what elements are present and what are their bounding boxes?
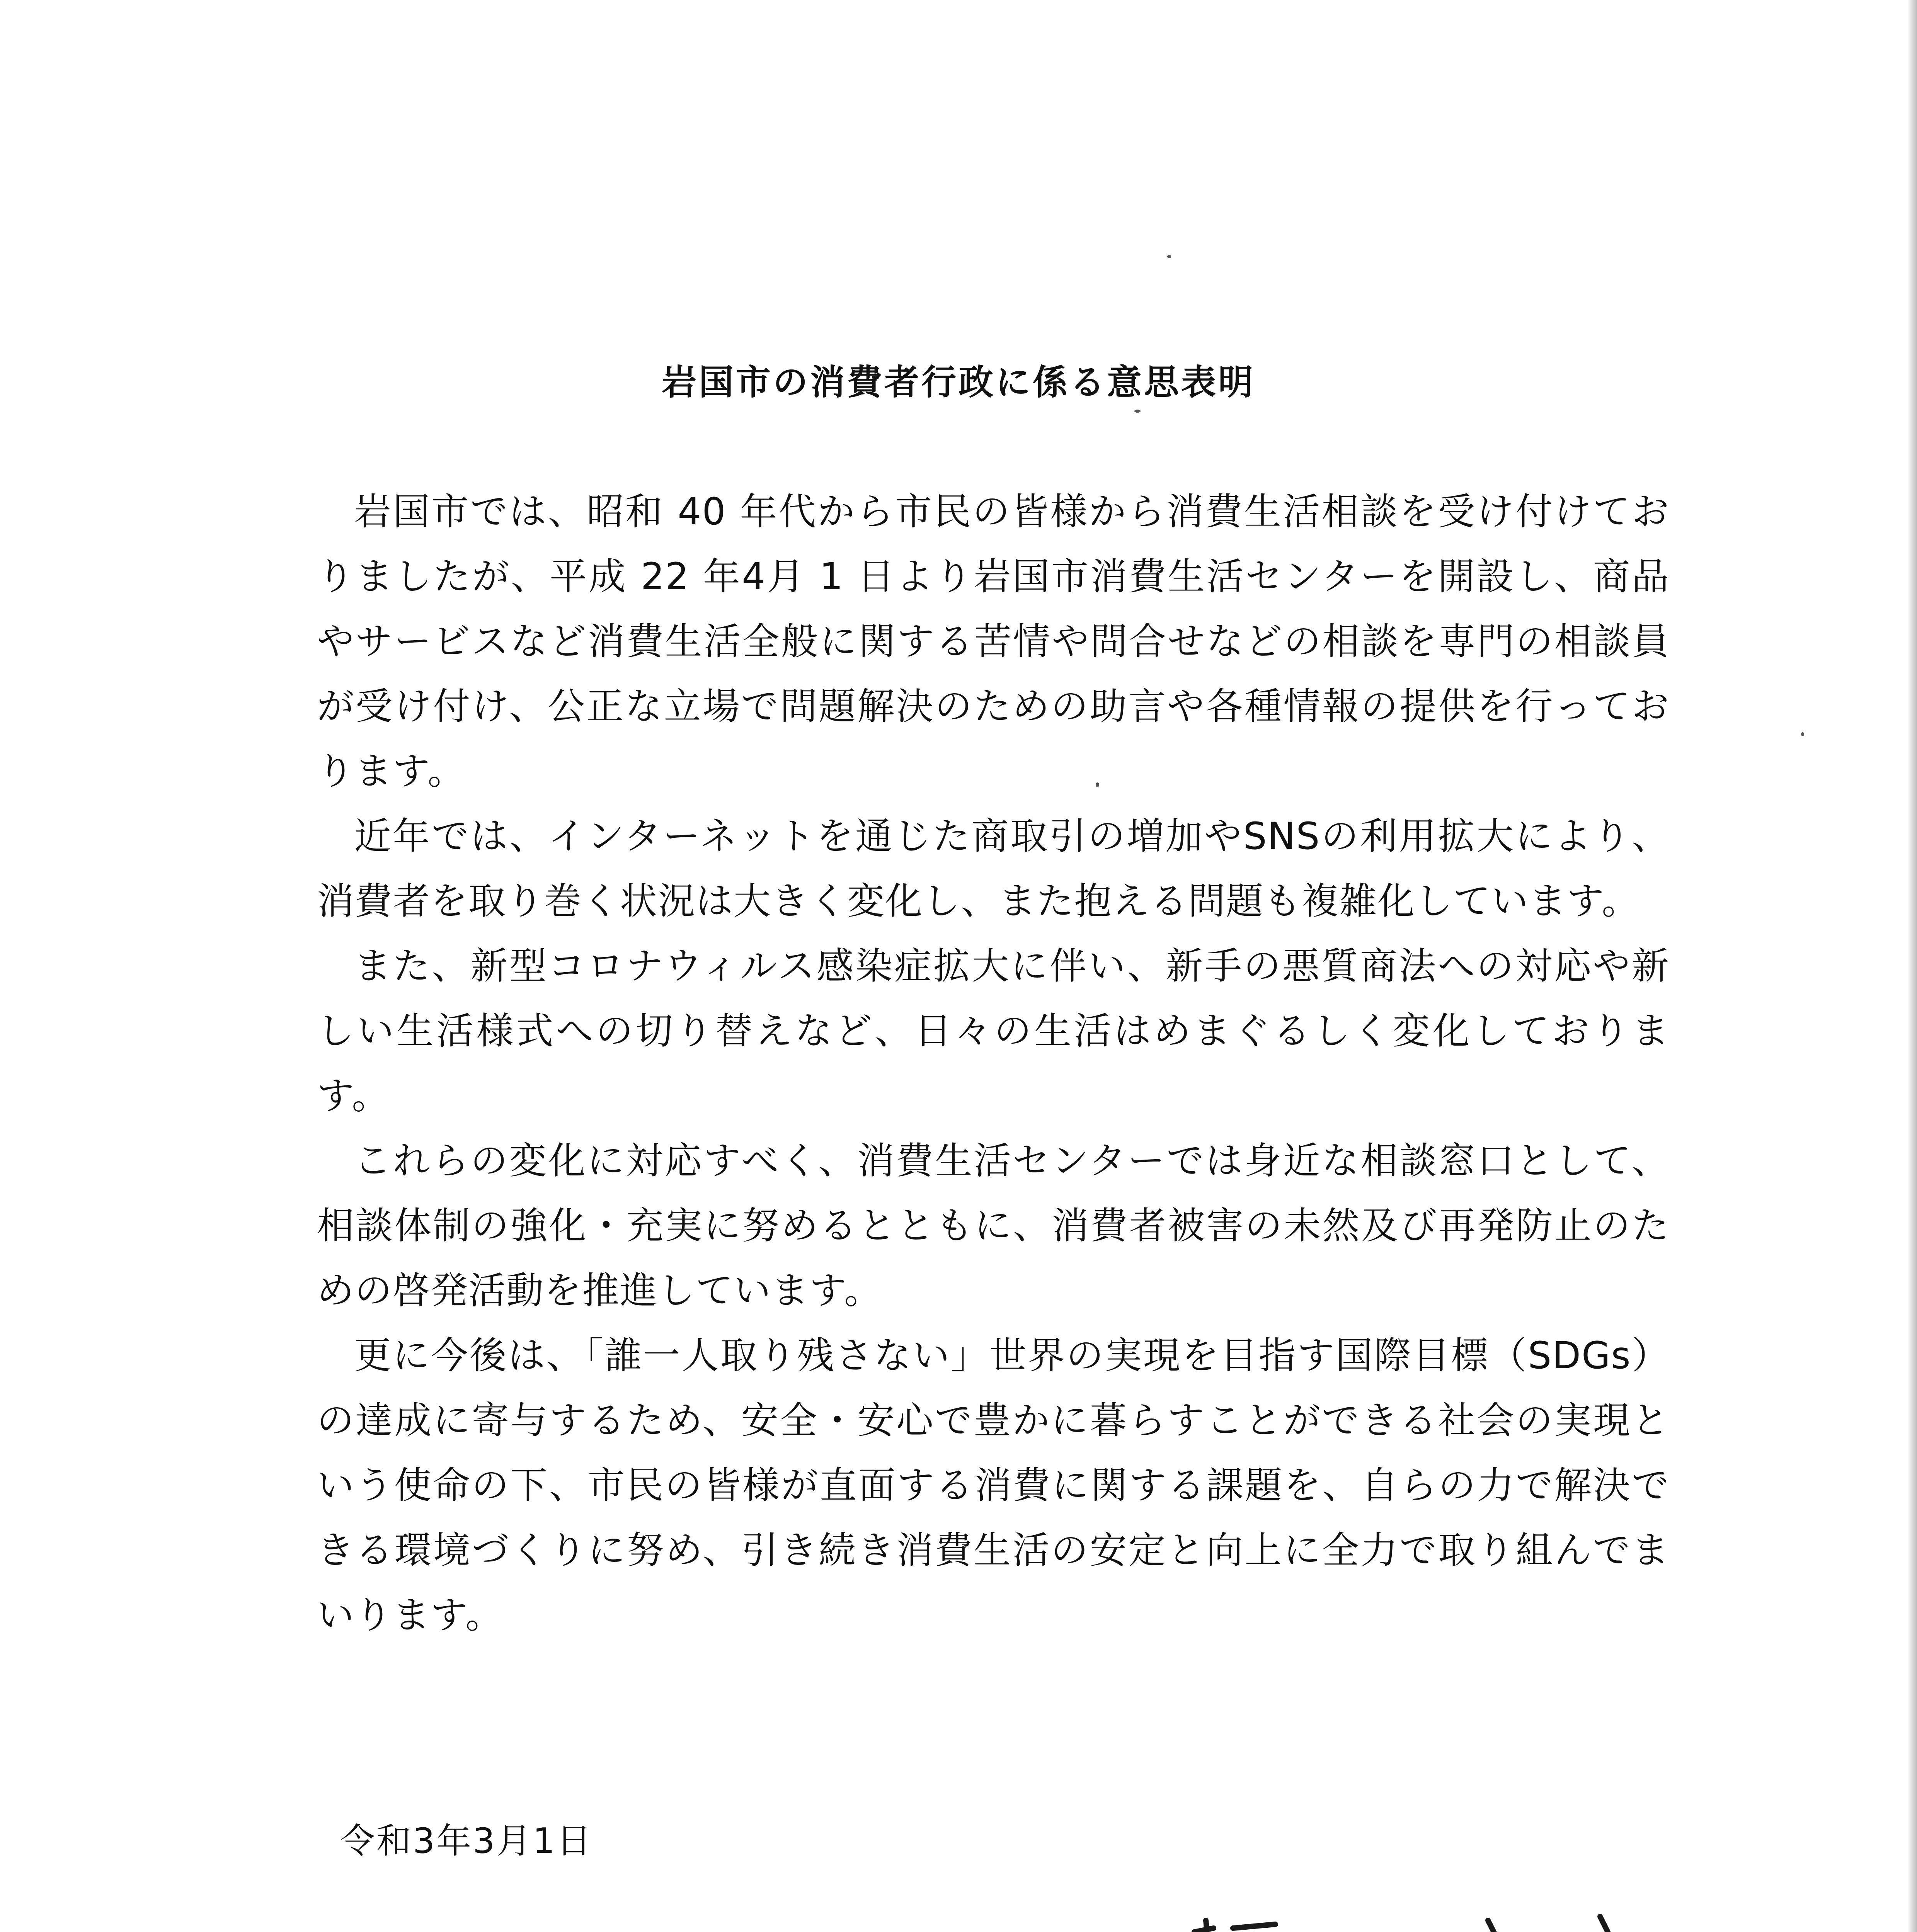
paragraph-intro: 岩国市では、昭和 40 年代から市民の皆様から消費生活相談を受け付けておりましたが、平成 22 年4月 1 日より岩国市消費生活センターを開設し、商品やサービスなど消費生活全般に関する苦情や問合せなどの相談を専門の相談員が受け付け、公正な立場で問題解決のための助言や各種情報の提供を行っております。	[317, 490, 1670, 793]
document-date: 令和3年3月1日	[340, 1821, 593, 1861]
scan-speck	[1167, 255, 1171, 258]
scan-edge-shadow	[1908, 0, 1917, 1932]
signature-strokes	[1167, 1905, 1708, 1932]
scan-speck	[1801, 732, 1804, 736]
paragraph-covid: また、新型コロナウィルス感染症拡大に伴い、新手の悪質商法への対応や新しい生活様式への切り替えなど、日々の生活はめまぐるしく変化しております。	[317, 944, 1670, 1117]
document-body	[317, 479, 1670, 1648]
handwritten-signature	[1167, 1905, 1708, 1932]
paragraph-recent: 近年では、インターネットを通じた商取引の増加やSNSの利用拡大により、消費者を取り巻く状況は大きく変化し、また抱える問題も複雑化しています。	[317, 815, 1670, 923]
signature-block	[897, 1905, 1708, 1932]
document-title: 岩国市の消費者行政に係る意思表明	[662, 362, 1255, 403]
paragraph-response: これらの変化に対応すべく、消費生活センターでは身近な相談窓口として、相談体制の強化・充実に努めるとともに、消費者被害の未然及び再発防止のための啓発活動を推進しています。	[317, 1139, 1670, 1312]
scan-speck	[1134, 410, 1141, 413]
paragraph-future: 更に今後は、「誰一人取り残さない」世界の実現を目指す国際目標（SDGs）の達成に寄与するため、安全・安心で豊かに暮らすことができる社会の実現という使命の下、市民の皆様が直面する消費に関する課題を、自らの力で解決できる環境づくりに努め、引き続き消費生活の安定と向上に全力で取り組んでまいります。	[317, 1334, 1670, 1637]
